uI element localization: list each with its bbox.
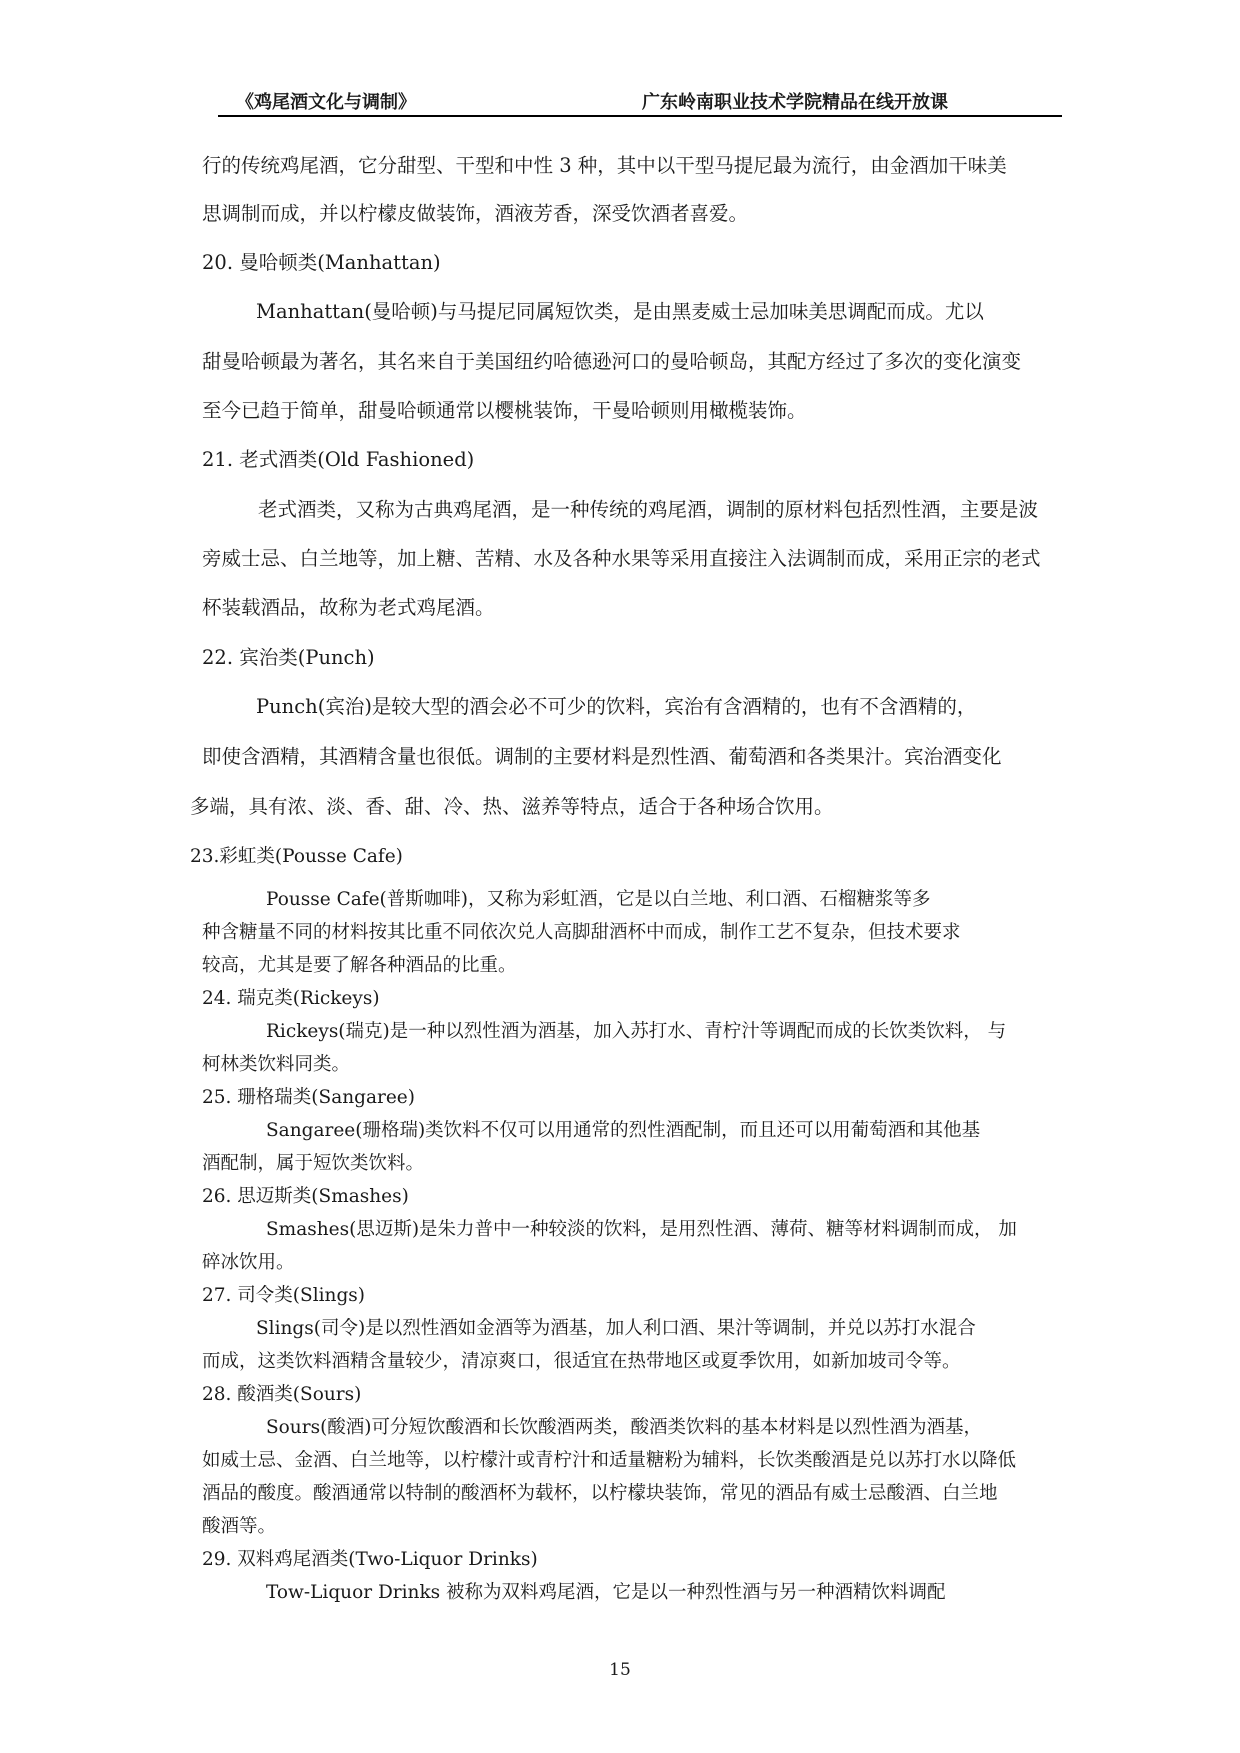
paragraph-line: Punch(宾治)是较大型的酒会必不可少的饮料，宾治有含酒精的，也有不含酒精的， — [256, 695, 977, 718]
paragraph-line: 旁威士忌、白兰地等，加上糖、苦精、水及各种水果等采用直接注入法调制而成，采用正宗的老式 — [202, 547, 1041, 570]
header-college-name: 广东岭南职业技术学院精品在线开放课 — [642, 92, 948, 113]
section-heading: 28. 酸酒类(Sours) — [202, 1384, 362, 1405]
section-heading: 29. 双料鸡尾酒类(Two-Liquor Drinks) — [202, 1549, 538, 1570]
paragraph-line: 酸酒等。 — [202, 1516, 277, 1537]
paragraph-line: Pousse Cafe(普斯咖啡)，又称为彩虹酒，它是以白兰地、利口酒、石榴糖浆等多 — [266, 889, 931, 910]
paragraph-line: 种含糖量不同的材料按其比重不同依次兑人高脚甜酒杯中而成，制作工艺不复杂，但技术要求 — [202, 922, 961, 943]
section-heading: 27. 司令类(Slings) — [202, 1285, 365, 1306]
paragraph-line: 老式酒类，又称为古典鸡尾酒，是一种传统的鸡尾酒，调制的原材料包括烈性酒，主要是波 — [258, 498, 1039, 521]
header-course-title: 《鸡尾酒文化与调制》 — [236, 92, 416, 113]
paragraph-line: 较高，尤其是要了解各种酒品的比重。 — [202, 955, 517, 976]
paragraph-line: 至今已趋于简单，甜曼哈顿通常以樱桃装饰，干曼哈顿则用橄榄装饰。 — [202, 399, 807, 422]
paragraph-line: 行的传统鸡尾酒，它分甜型、干型和中性 3 种，其中以干型马提尼最为流行，由金酒加干味美 — [202, 154, 1007, 177]
paragraph-line: 柯林类饮料同类。 — [202, 1054, 351, 1075]
paragraph-line: 思调制而成，并以柠檬皮做装饰，酒液芳香，深受饮酒者喜爱。 — [202, 202, 749, 225]
paragraph-line: Sangaree(珊格瑞)类饮料不仅可以用通常的烈性酒配制，而且还可以用葡萄酒和其他基 — [266, 1120, 981, 1141]
paragraph-line: 酒配制，属于短饮类饮料。 — [202, 1153, 425, 1174]
section-heading: 23.彩虹类(Pousse Cafe) — [190, 846, 403, 867]
section-heading: 26. 思迈斯类(Smashes) — [202, 1186, 409, 1207]
section-heading: 22. 宾治类(Punch) — [202, 646, 375, 669]
paragraph-line: Sours(酸酒)可分短饮酸酒和长饮酸酒两类，酸酒类饮料的基本材料是以烈性酒为酒基， — [266, 1417, 983, 1438]
paragraph-line: Smashes(思迈斯)是朱力普中一种较淡的饮料，是用烈性酒、薄荷、糖等材料调制而成， 加 — [266, 1219, 1017, 1240]
page-number: 15 — [609, 1660, 631, 1680]
paragraph-line: Manhattan(曼哈顿)与马提尼同属短饮类，是由黑麦威士忌加味美思调配而成。尤以 — [256, 300, 984, 323]
header-rule — [218, 115, 1062, 117]
paragraph-line: Tow-Liquor Drinks 被称为双料鸡尾酒，它是以一种烈性酒与另一种酒精饮料调配 — [266, 1582, 946, 1603]
paragraph-line: Rickeys(瑞克)是一种以烈性酒为酒基，加入苏打水、青柠汁等调配而成的长饮类饮料， 与 — [266, 1021, 1007, 1042]
paragraph-line: 酒品的酸度。酸酒通常以特制的酸酒杯为载杯，以柠檬块装饰，常见的酒品有威士忌酸酒、白兰地 — [202, 1483, 998, 1504]
section-heading: 21. 老式酒类(Old Fashioned) — [202, 448, 475, 471]
paragraph-line: 多端，具有浓、淡、香、甜、冷、热、滋养等特点，适合于各种场合饮用。 — [190, 795, 834, 818]
section-heading: 24. 瑞克类(Rickeys) — [202, 988, 380, 1009]
section-heading: 25. 珊格瑞类(Sangaree) — [202, 1087, 415, 1108]
paragraph-line: Slings(司令)是以烈性酒如金酒等为酒基，加人利口酒、果汁等调制，并兑以苏打水混合 — [256, 1318, 976, 1339]
paragraph-line: 甜曼哈顿最为著名，其名来自于美国纽约哈德逊河口的曼哈顿岛，其配方经过了多次的变化演变 — [202, 350, 1022, 373]
paragraph-line: 而成，这类饮料酒精含量较少，清凉爽口，很适宜在热带地区或夏季饮用，如新加坡司令等。 — [202, 1351, 961, 1372]
paragraph-line: 如威士忌、金酒、白兰地等，以柠檬汁或青柠汁和适量糖粉为辅料，长饮类酸酒是兑以苏打水以降低 — [202, 1450, 1017, 1471]
paragraph-line: 杯装载酒品，故称为老式鸡尾酒。 — [202, 596, 495, 619]
paragraph-line: 碎冰饮用。 — [202, 1252, 295, 1273]
section-heading: 20. 曼哈顿类(Manhattan) — [202, 251, 441, 274]
paragraph-line: 即使含酒精，其酒精含量也很低。调制的主要材料是烈性酒、葡萄酒和各类果汁。宾治酒变化 — [202, 745, 1002, 768]
